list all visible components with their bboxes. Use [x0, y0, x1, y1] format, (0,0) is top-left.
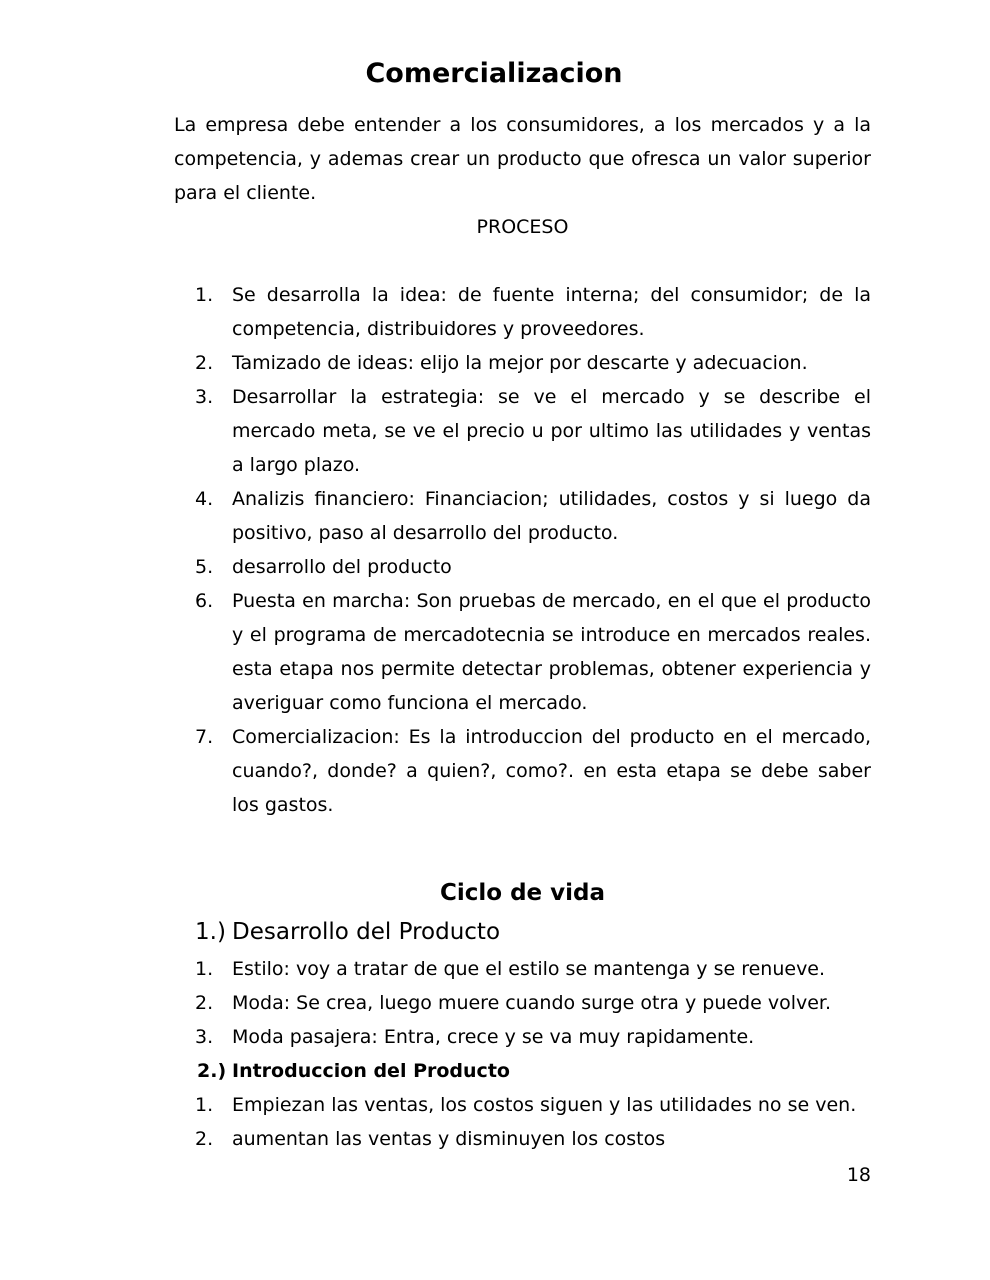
- list-item-text: Empiezan las ventas, los costos siguen y las utilidades no se ven.: [232, 1094, 857, 1116]
- page-number: 18: [846, 1164, 871, 1186]
- stage-number: 1.): [195, 919, 226, 945]
- list-item-text: Comercializacion: Es la introduccion del producto en el mercado, cuando?, donde? a quien?, como?. en esta etapa se debe saber los gastos.: [232, 726, 871, 816]
- list-number: 2.: [195, 992, 214, 1014]
- spacer: [174, 244, 871, 278]
- intro-paragraph: La empresa debe entender a los consumidores, a los mercados y a la competencia, y ademas crear un producto que ofresca un valor superior para el cliente.: [174, 114, 871, 204]
- stage-number: 2.): [197, 1060, 227, 1082]
- stage-2-heading: [174, 1054, 871, 1088]
- page-title: Comercializacion: [365, 58, 623, 89]
- process-label: PROCESO: [476, 216, 569, 238]
- list-item: [174, 952, 871, 986]
- list-number: 2.: [195, 1128, 214, 1150]
- lifecycle-title: Ciclo de vida: [439, 880, 606, 906]
- page-content: [174, 52, 871, 1156]
- list-number: 3.: [195, 386, 214, 408]
- stage-title: Desarrollo del Producto: [232, 919, 501, 945]
- spacer: [174, 822, 871, 874]
- list-item-text: Se desarrolla la idea: de fuente interna; del consumidor; de la competencia, distribuidores y proveedores.: [232, 284, 871, 340]
- list-item-text: Tamizado de ideas: elijo la mejor por descarte y adecuacion.: [232, 352, 808, 374]
- list-item-text: Estilo: voy a tratar de que el estilo se mantenga y se renueve.: [232, 958, 826, 980]
- list-number: 6.: [195, 590, 214, 612]
- list-number: 1.: [195, 284, 214, 306]
- list-item: [174, 720, 871, 822]
- process-steps-list: [174, 278, 871, 822]
- list-item: [174, 986, 871, 1020]
- list-item-text: Puesta en marcha: Son pruebas de mercado, en el que el producto y el programa de mercadotecnia se introduce en mercados reales. esta etapa nos permite detectar problemas, obtener experiencia y averiguar como funciona el mercado.: [232, 590, 871, 714]
- list-item: [174, 550, 871, 584]
- list-number: 1.: [195, 1094, 214, 1116]
- list-item: [174, 482, 871, 550]
- list-item: [174, 380, 871, 482]
- stage-1-heading: [174, 912, 871, 952]
- list-item-text: aumentan las ventas y disminuyen los costos: [232, 1128, 666, 1150]
- list-number: 5.: [195, 556, 214, 578]
- stage-1-list: [174, 952, 871, 1054]
- list-number: 7.: [195, 726, 214, 748]
- list-item-text: Moda pasajera: Entra, crece y se va muy rapidamente.: [232, 1026, 755, 1048]
- list-item: [174, 1088, 871, 1122]
- list-number: 3.: [195, 1026, 214, 1048]
- list-number: 1.: [195, 958, 214, 980]
- list-number: 4.: [195, 488, 214, 510]
- list-item-text: Moda: Se crea, luego muere cuando surge otra y puede volver.: [232, 992, 832, 1014]
- list-item: [174, 346, 871, 380]
- stage-2-list: [174, 1088, 871, 1156]
- list-item: [174, 584, 871, 720]
- stage-title: Introduccion del Producto: [232, 1060, 510, 1082]
- list-item-text: Analizis financiero: Financiacion; utilidades, costos y si luego da positivo, paso al desarrollo del producto.: [232, 488, 871, 544]
- list-number: 2.: [195, 352, 214, 374]
- list-item: [174, 1122, 871, 1156]
- list-item-text: desarrollo del producto: [232, 556, 452, 578]
- list-item: [174, 1020, 871, 1054]
- list-item: [174, 278, 871, 346]
- list-item-text: Desarrollar la estrategia: se ve el mercado y se describe el mercado meta, se ve el precio u por ultimo las utilidades y ventas a largo plazo.: [232, 386, 871, 476]
